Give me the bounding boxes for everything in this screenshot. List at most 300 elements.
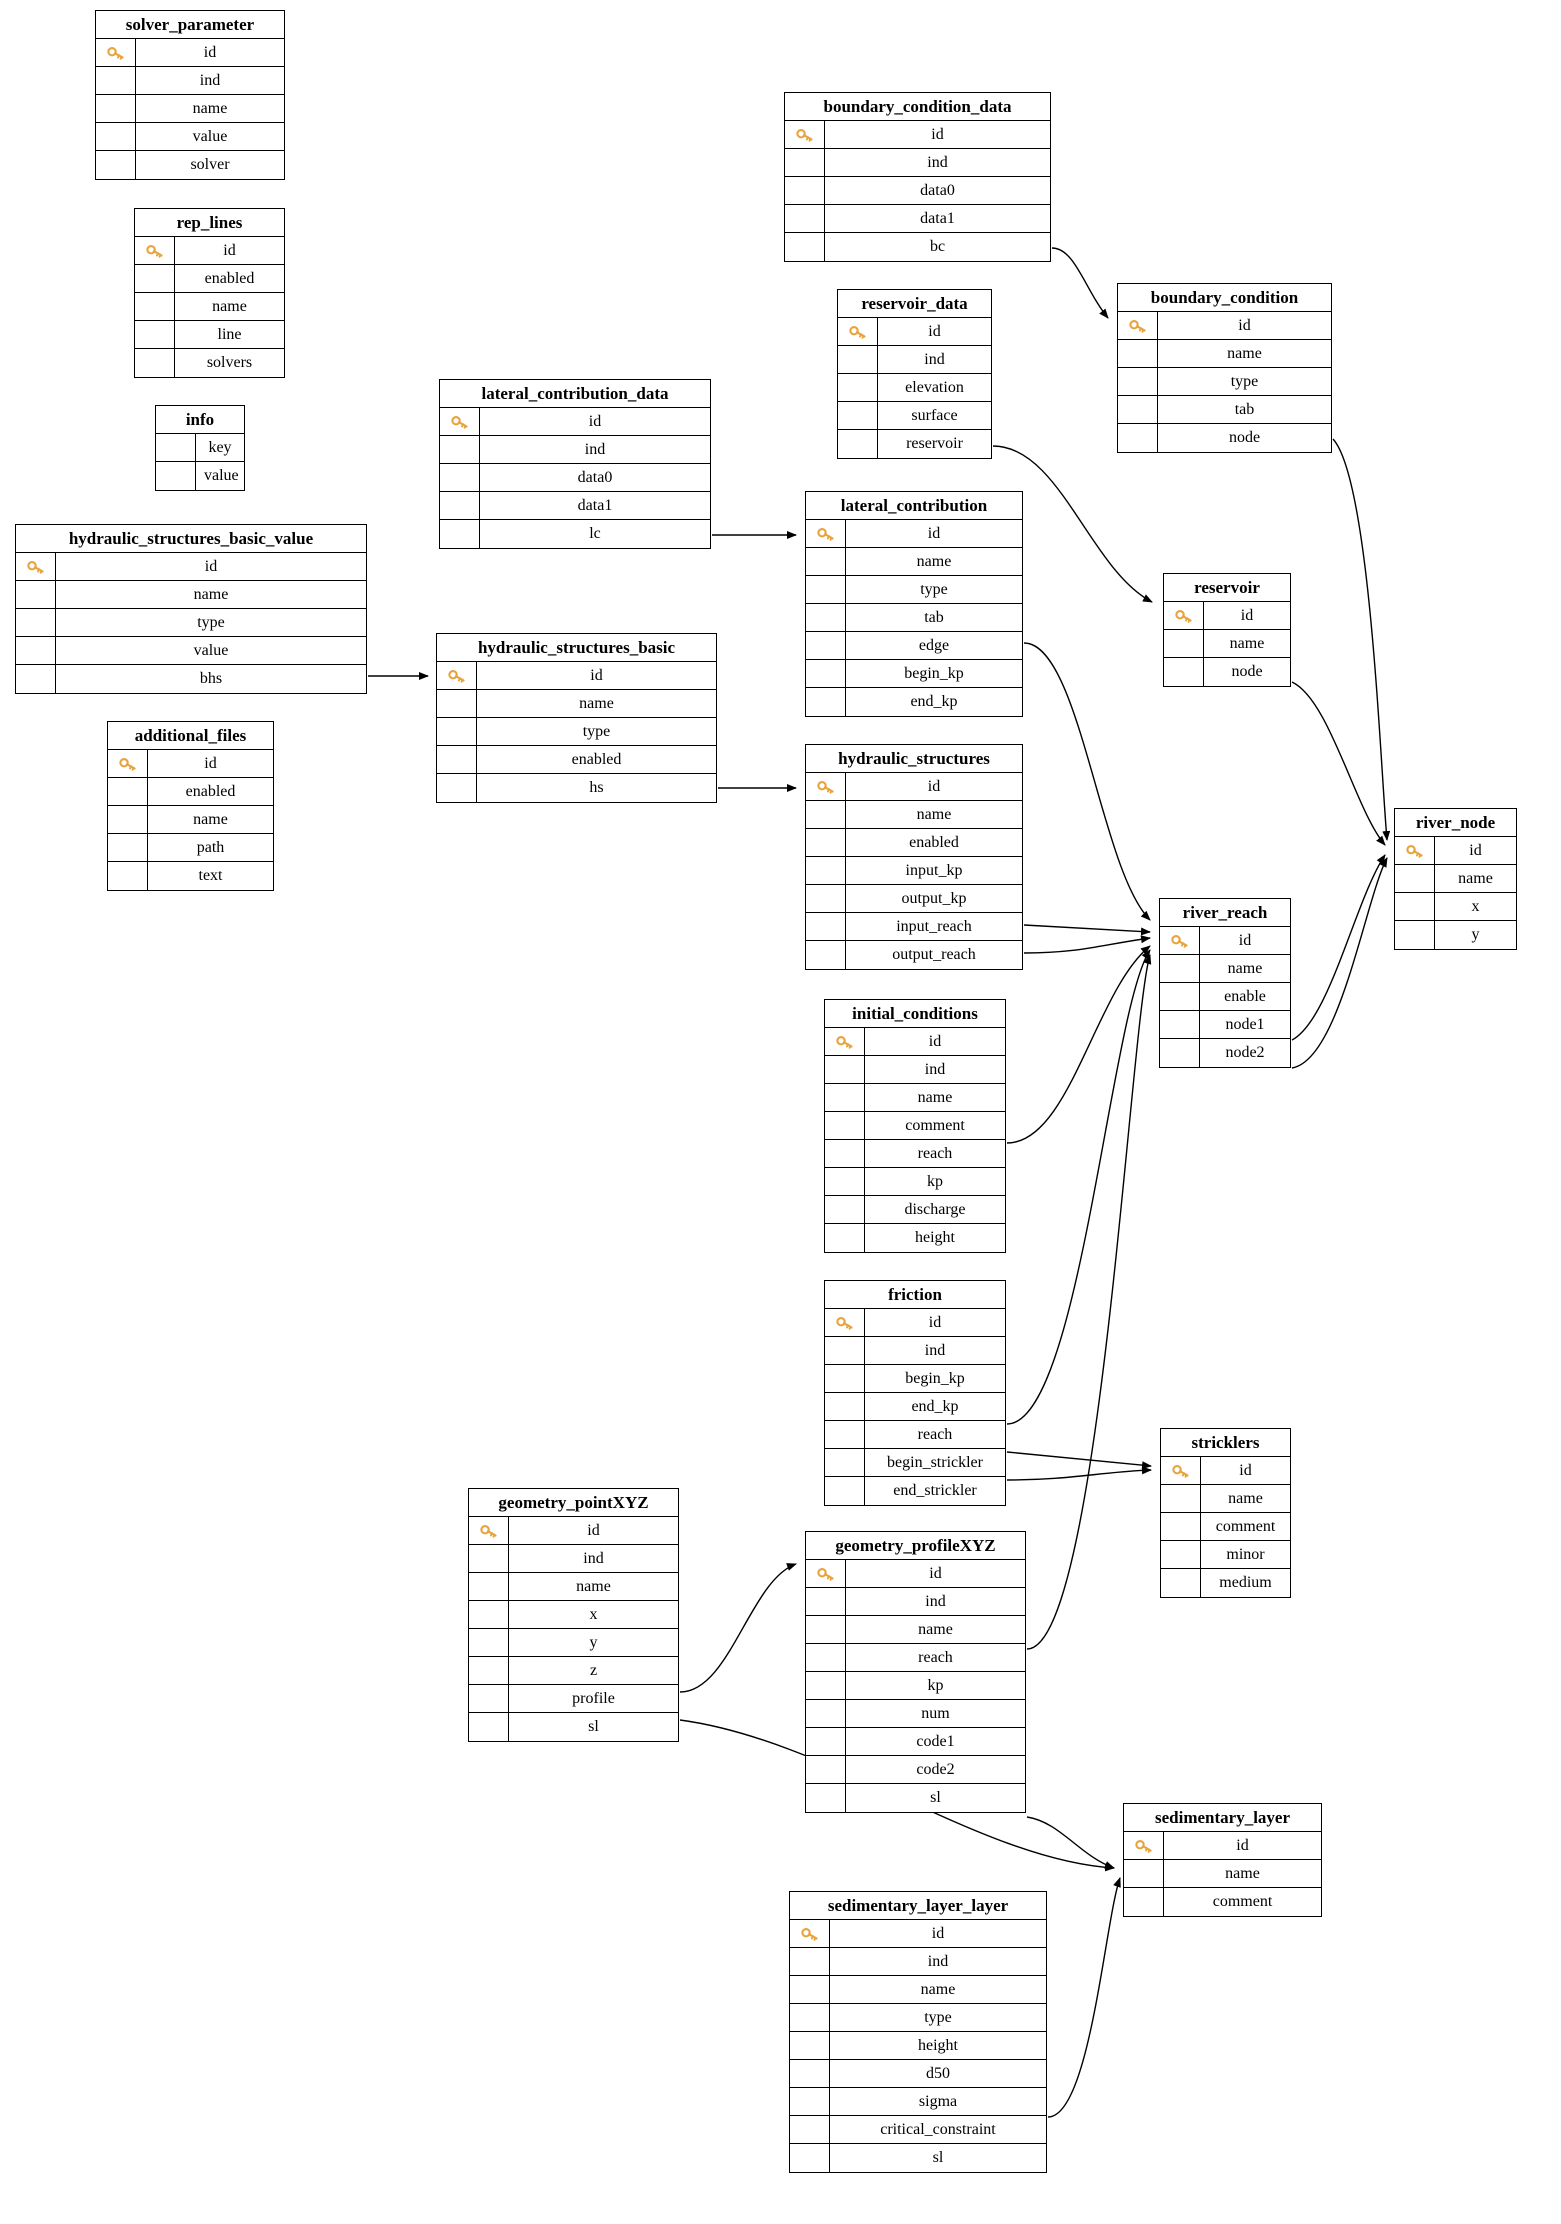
entity-field-row (96, 39, 284, 67)
field-name: id (928, 1313, 942, 1331)
entity-table[interactable] (1163, 573, 1291, 687)
field-name: enabled (909, 833, 959, 851)
field-name: kp (927, 1172, 943, 1190)
entity-field-row (785, 149, 1050, 177)
entity-field-row (838, 374, 991, 402)
entity-title: hydraulic_structures (806, 745, 1022, 773)
entity-field-row (437, 690, 716, 718)
field-name: name (212, 297, 247, 315)
relationship-edge (1007, 1470, 1151, 1480)
field-name: type (1230, 372, 1259, 390)
field-key-cell (1124, 1860, 1164, 1887)
field-name: surface (911, 406, 958, 424)
field-name: reach (917, 1425, 953, 1443)
field-key-cell (1164, 630, 1204, 657)
entity-field-row (825, 1084, 1005, 1112)
entity-table[interactable] (805, 744, 1023, 970)
field-key-cell (790, 2116, 830, 2143)
primary-key-icon (785, 121, 825, 148)
field-name: type (924, 2008, 952, 2026)
field-name: name (576, 1577, 611, 1595)
entity-field-row (1118, 396, 1331, 424)
field-key-cell (806, 1756, 846, 1783)
field-key-cell (1160, 1011, 1200, 1038)
entity-field-row (806, 941, 1022, 969)
field-name: name (192, 99, 228, 117)
entity-table[interactable] (1123, 1803, 1322, 1917)
entity-table[interactable] (805, 1531, 1026, 1813)
entity-field-row (1160, 955, 1290, 983)
entity-field-row (96, 151, 284, 179)
entity-field-row (806, 604, 1022, 632)
field-key-cell (108, 862, 148, 890)
entity-title: solver_parameter (96, 11, 284, 39)
field-name: ind (583, 1549, 604, 1567)
field-name: solver (190, 156, 230, 173)
field-name: minor (1226, 1545, 1265, 1563)
entity-field-row (1161, 1541, 1290, 1569)
entity-field-row (838, 346, 991, 374)
field-name: tab (1234, 400, 1255, 418)
entity-field-row (806, 1756, 1025, 1784)
field-name: id (203, 43, 217, 61)
field-name: y (1471, 926, 1480, 943)
field-key-cell (156, 434, 196, 461)
field-key-cell (806, 829, 846, 856)
field-key-cell (108, 806, 148, 833)
field-key-cell (790, 2060, 830, 2087)
field-name: name (1227, 344, 1262, 362)
field-key-cell (440, 520, 480, 548)
field-key-cell (469, 1601, 509, 1628)
relationship-edge (1052, 248, 1108, 318)
entity-field-row (825, 1449, 1005, 1477)
primary-key-icon (806, 1560, 846, 1587)
entity-field-row (806, 857, 1022, 885)
field-name: id (1238, 931, 1252, 949)
entity-field-row (469, 1517, 678, 1545)
field-name: value (192, 127, 228, 145)
field-key-cell (806, 1588, 846, 1615)
field-key-cell (96, 123, 136, 150)
entity-field-row (16, 637, 366, 665)
entity-field-row (1160, 1039, 1290, 1067)
field-name: code2 (916, 1760, 955, 1778)
entity-field-row (838, 318, 991, 346)
field-name: end_strickler (893, 1482, 977, 1499)
field-name: name (918, 1620, 953, 1638)
entity-field-row (469, 1629, 678, 1657)
entity-field-row (1118, 312, 1331, 340)
entity-field-row (1118, 368, 1331, 396)
field-key-cell (785, 233, 825, 261)
entity-title: sedimentary_layer_layer (790, 1892, 1046, 1920)
field-key-cell (1395, 865, 1435, 892)
field-name: height (918, 2036, 958, 2054)
field-name: value (204, 467, 239, 484)
field-key-cell (806, 1728, 846, 1755)
entity-field-row (1160, 927, 1290, 955)
entity-title: hydraulic_structures_basic_value (16, 525, 366, 553)
field-key-cell (469, 1713, 509, 1741)
entity-field-row (135, 321, 284, 349)
field-key-cell (16, 637, 56, 664)
entity-title: initial_conditions (825, 1000, 1005, 1028)
entity-field-row (825, 1196, 1005, 1224)
field-name: id (590, 666, 603, 684)
field-name: data1 (577, 496, 613, 514)
entity-title: hydraulic_structures_basic (437, 634, 716, 662)
entity-table[interactable] (436, 633, 717, 803)
entity-field-row (469, 1685, 678, 1713)
entity-field-row (96, 67, 284, 95)
field-name: x (589, 1605, 598, 1623)
entity-field-row (806, 660, 1022, 688)
field-key-cell (135, 293, 175, 320)
primary-key-icon (1124, 1832, 1164, 1859)
field-key-cell (825, 1224, 865, 1252)
entity-field-row (156, 434, 244, 462)
entity-field-row (806, 1784, 1025, 1812)
field-name: name (579, 694, 614, 712)
field-name: id (1238, 316, 1251, 334)
entity-field-row (96, 123, 284, 151)
field-name: tab (924, 608, 944, 626)
entity-field-row (838, 430, 991, 458)
entity-title: lateral_contribution (806, 492, 1022, 520)
primary-key-icon (96, 39, 136, 66)
entity-field-row (790, 2116, 1046, 2144)
entity-field-row (785, 205, 1050, 233)
field-name: begin_strickler (887, 1453, 983, 1471)
entity-field-row (16, 665, 366, 693)
entity-field-row (825, 1168, 1005, 1196)
entity-title: info (156, 406, 244, 434)
field-name: ind (199, 71, 221, 89)
primary-key-icon (16, 553, 56, 580)
primary-key-icon (806, 520, 846, 547)
field-key-cell (1160, 1039, 1200, 1067)
entity-table[interactable] (95, 10, 285, 180)
field-name: node2 (1225, 1044, 1265, 1061)
entity-field-row (825, 1140, 1005, 1168)
entity-field-row (825, 1309, 1005, 1337)
field-name: bhs (199, 670, 223, 687)
entity-table[interactable] (134, 208, 285, 378)
relationship-edge (1292, 858, 1387, 1068)
entity-table[interactable] (789, 1891, 1047, 2173)
field-name: reach (918, 1648, 953, 1666)
entity-field-row (785, 177, 1050, 205)
entity-field-row (469, 1713, 678, 1741)
entity-field-row (790, 2060, 1046, 2088)
field-key-cell (825, 1112, 865, 1139)
entity-field-row (1161, 1513, 1290, 1541)
field-key-cell (790, 1976, 830, 2003)
primary-key-icon (1164, 602, 1204, 629)
field-name: input_kp (905, 861, 963, 879)
entity-title: geometry_pointXYZ (469, 1489, 678, 1517)
entity-table[interactable] (15, 524, 367, 694)
field-name: num (921, 1704, 950, 1722)
primary-key-icon (1160, 927, 1200, 954)
entity-field-row (1124, 1860, 1321, 1888)
field-name: height (915, 1229, 955, 1246)
entity-field-row (785, 233, 1050, 261)
entity-table[interactable] (1159, 898, 1291, 1068)
field-name: id (1240, 606, 1254, 624)
field-key-cell (790, 2032, 830, 2059)
field-name: hs (589, 779, 604, 796)
field-name: id (931, 125, 944, 143)
relationship-edge (1007, 950, 1150, 1424)
entity-field-row (806, 1616, 1025, 1644)
entity-table[interactable] (1160, 1428, 1291, 1598)
entity-field-row (1124, 1888, 1321, 1916)
entity-field-row (437, 662, 716, 690)
field-key-cell (96, 67, 136, 94)
entity-table[interactable] (1394, 808, 1517, 950)
primary-key-icon (825, 1309, 865, 1336)
field-name: discharge (904, 1200, 966, 1218)
entity-title: boundary_condition (1118, 284, 1331, 312)
entity-title: sedimentary_layer (1124, 1804, 1321, 1832)
entity-table[interactable] (468, 1488, 679, 1742)
primary-key-icon (838, 318, 878, 345)
entity-field-row (16, 581, 366, 609)
field-key-cell (825, 1168, 865, 1195)
entity-field-row (790, 2088, 1046, 2116)
primary-key-icon (825, 1028, 865, 1055)
field-name: begin_kp (904, 664, 964, 682)
field-name: profile (572, 1689, 615, 1707)
entity-field-row (108, 834, 273, 862)
primary-key-icon (1161, 1457, 1201, 1484)
field-key-cell (806, 1700, 846, 1727)
field-key-cell (825, 1393, 865, 1420)
field-key-cell (1161, 1513, 1201, 1540)
field-key-cell (437, 690, 477, 717)
field-name: input_reach (896, 917, 972, 935)
entity-field-row (785, 121, 1050, 149)
entity-field-row (825, 1365, 1005, 1393)
entity-title: river_node (1395, 809, 1516, 837)
entity-field-row (1164, 630, 1290, 658)
field-name: node (1231, 663, 1263, 680)
entity-field-row (825, 1028, 1005, 1056)
field-name: name (920, 1980, 956, 1998)
entity-field-row (440, 408, 710, 436)
field-key-cell (838, 374, 878, 401)
field-name: end_kp (911, 1397, 959, 1415)
field-name: name (193, 585, 229, 603)
field-key-cell (806, 941, 846, 969)
field-key-cell (825, 1477, 865, 1505)
entity-table[interactable] (824, 999, 1006, 1253)
relationship-edge (1024, 643, 1150, 920)
field-name: code1 (916, 1732, 955, 1750)
relationship-edge (680, 1564, 796, 1692)
field-key-cell (96, 95, 136, 122)
entity-field-row (108, 806, 273, 834)
field-name: y (589, 1633, 598, 1651)
field-key-cell (135, 321, 175, 348)
field-key-cell (838, 430, 878, 458)
entity-field-row (1164, 658, 1290, 686)
field-key-cell (1118, 396, 1158, 423)
field-key-cell (469, 1629, 509, 1656)
primary-key-icon (135, 237, 175, 264)
entity-field-row (806, 1588, 1025, 1616)
field-key-cell (16, 581, 56, 608)
entity-title: geometry_profileXYZ (806, 1532, 1025, 1560)
field-key-cell (806, 660, 846, 687)
field-name: lc (589, 525, 601, 542)
field-key-cell (806, 1784, 846, 1812)
entity-field-row (806, 1644, 1025, 1672)
entity-field-row (1161, 1569, 1290, 1597)
primary-key-icon (1118, 312, 1158, 339)
field-key-cell (135, 349, 175, 377)
field-key-cell (806, 688, 846, 716)
entity-field-row (1118, 340, 1331, 368)
entity-field-row (135, 265, 284, 293)
field-name: sl (930, 1789, 941, 1806)
field-name: comment (905, 1116, 965, 1134)
entity-table[interactable] (784, 92, 1051, 262)
field-key-cell (806, 801, 846, 828)
entity-field-row (806, 520, 1022, 548)
relationship-edge (1024, 925, 1150, 932)
field-key-cell (785, 177, 825, 204)
entity-field-row (1395, 893, 1516, 921)
entity-field-row (1161, 1485, 1290, 1513)
field-key-cell (806, 604, 846, 631)
field-name: id (588, 412, 602, 430)
entity-field-row (437, 718, 716, 746)
field-name: node (1228, 429, 1261, 446)
field-key-cell (437, 774, 477, 802)
field-name: kp (927, 1676, 944, 1694)
field-name: ind (924, 1341, 946, 1359)
field-key-cell (1395, 893, 1435, 920)
entity-field-row (108, 862, 273, 890)
field-name: end_kp (910, 693, 958, 710)
entity-field-row (1160, 1011, 1290, 1039)
entity-field-row (806, 632, 1022, 660)
entity-table[interactable] (824, 1280, 1006, 1506)
relationship-edge (1292, 682, 1385, 845)
entity-field-row (1395, 921, 1516, 949)
field-name: ind (924, 350, 945, 368)
field-key-cell (469, 1573, 509, 1600)
entity-table[interactable] (837, 289, 992, 459)
field-key-cell (806, 576, 846, 603)
field-name: reservoir (906, 435, 963, 452)
field-name: solvers (206, 354, 253, 371)
relationship-edge (1024, 938, 1150, 953)
entity-table[interactable] (1117, 283, 1332, 453)
entity-field-row (790, 1976, 1046, 2004)
relationship-edge (1007, 1452, 1151, 1466)
field-name: medium (1219, 1574, 1272, 1591)
entity-field-row (806, 801, 1022, 829)
entity-title: stricklers (1161, 1429, 1290, 1457)
entity-field-row (1164, 602, 1290, 630)
entity-title: boundary_condition_data (785, 93, 1050, 121)
entity-field-row (825, 1337, 1005, 1365)
entity-table[interactable] (439, 379, 711, 549)
entity-field-row (108, 778, 273, 806)
entity-field-row (806, 913, 1022, 941)
field-key-cell (806, 1672, 846, 1699)
field-key-cell (825, 1365, 865, 1392)
entity-title: friction (825, 1281, 1005, 1309)
primary-key-icon (806, 773, 846, 800)
field-key-cell (1118, 340, 1158, 367)
field-name: bc (929, 238, 946, 255)
entity-field-row (806, 688, 1022, 716)
entity-field-row (806, 829, 1022, 857)
entity-field-row (469, 1601, 678, 1629)
entity-field-row (790, 2144, 1046, 2172)
field-name: name (916, 552, 952, 570)
entity-field-row (806, 885, 1022, 913)
field-name: name (1458, 869, 1493, 887)
field-key-cell (806, 885, 846, 912)
entity-field-row (790, 1948, 1046, 1976)
entity-field-row (1395, 837, 1516, 865)
primary-key-icon (469, 1517, 509, 1544)
field-key-cell (108, 778, 148, 805)
entity-field-row (825, 1056, 1005, 1084)
entity-table[interactable] (805, 491, 1023, 717)
field-key-cell (440, 436, 480, 463)
field-key-cell (1161, 1569, 1201, 1597)
entity-field-row (1118, 424, 1331, 452)
entity-field-row (806, 1672, 1025, 1700)
field-key-cell (806, 632, 846, 659)
field-key-cell (825, 1449, 865, 1476)
entity-field-row (440, 520, 710, 548)
field-name: begin_kp (905, 1369, 965, 1387)
field-name: sl (932, 2149, 944, 2166)
field-name: data1 (920, 209, 955, 227)
entity-field-row (825, 1477, 1005, 1505)
field-name: edge (918, 636, 950, 654)
field-name: value (193, 641, 229, 659)
field-key-cell (825, 1056, 865, 1083)
field-name: data0 (577, 468, 613, 486)
entity-table[interactable] (107, 721, 274, 891)
relationship-edge (1333, 439, 1387, 840)
field-key-cell (1118, 424, 1158, 452)
entity-field-row (790, 2032, 1046, 2060)
entity-field-row (1160, 983, 1290, 1011)
entity-table[interactable] (155, 405, 245, 491)
field-name: text (198, 867, 223, 884)
field-key-cell (440, 492, 480, 519)
entity-title: rep_lines (135, 209, 284, 237)
field-key-cell (838, 402, 878, 429)
field-key-cell (825, 1337, 865, 1364)
field-name: elevation (905, 378, 964, 396)
field-key-cell (1395, 921, 1435, 949)
field-key-cell (838, 346, 878, 373)
field-key-cell (469, 1685, 509, 1712)
field-key-cell (790, 1948, 830, 1975)
entity-field-row (108, 750, 273, 778)
